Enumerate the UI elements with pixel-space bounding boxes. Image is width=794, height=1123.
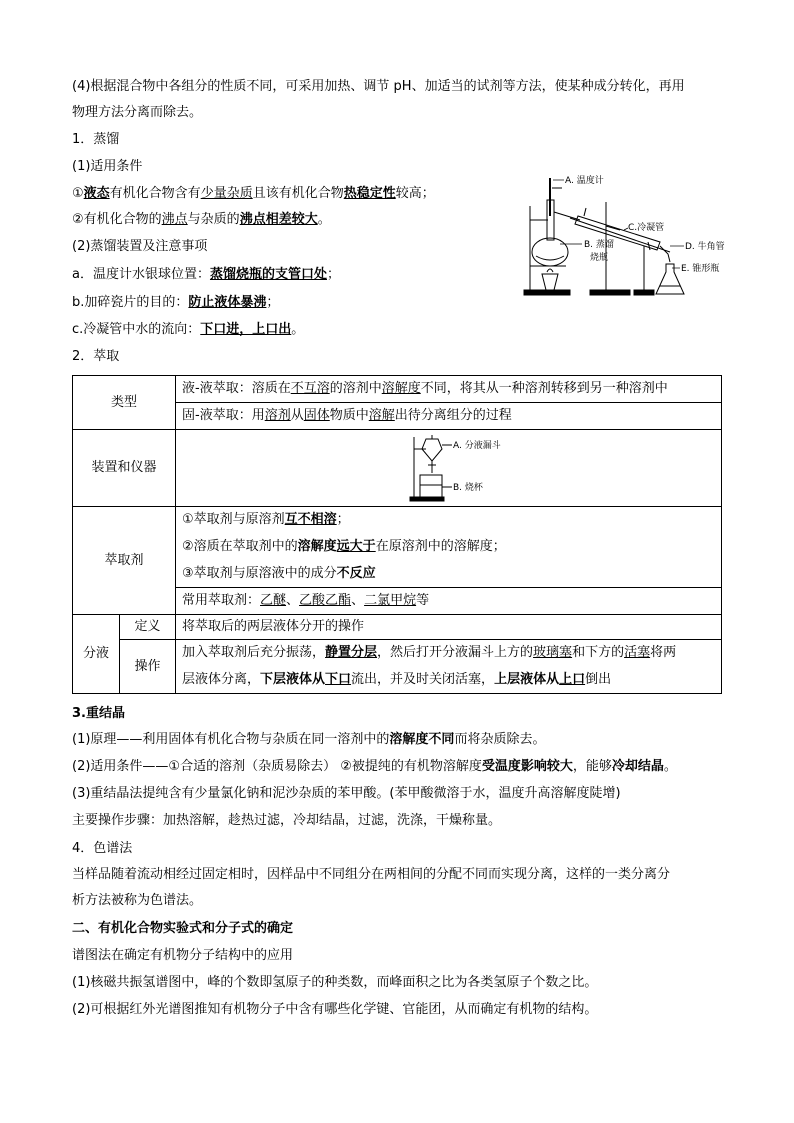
t: 热稳定性	[343, 186, 396, 201]
t: ；	[326, 267, 340, 282]
t: 。	[317, 212, 331, 227]
t: 流出，并及时关闭活塞，	[351, 671, 495, 687]
t: 上口	[559, 671, 586, 687]
t: 固-液萃取：用	[182, 408, 265, 423]
intro-line-1: (4)根据混合物中各组分的性质不同，可采用加热、调节 pH、加适当的试剂等方法，使某种成分转化，再用	[72, 79, 685, 94]
type-label: 类型	[73, 376, 176, 430]
t: 溶解	[368, 408, 395, 423]
distill-cond-1	[72, 185, 435, 203]
t: 乙醚	[260, 593, 287, 608]
recrystal-p1	[72, 731, 545, 749]
extraction-table	[72, 375, 722, 694]
chrom-heading: 4．色谱法	[72, 841, 133, 856]
distill-cond-2	[72, 211, 331, 229]
intro-line-2: 物理方法分离而除去。	[72, 105, 203, 120]
t: 将两	[650, 645, 677, 661]
distill-cond-title: (1)适用条件	[72, 159, 143, 174]
fig-label-c: C.冷凝管	[628, 223, 665, 233]
chrom-line-2: 析方法被称为色谱法。	[72, 893, 203, 908]
separatory-funnel-figure	[406, 433, 556, 503]
t: 较高；	[395, 186, 435, 201]
t: 。	[663, 759, 677, 774]
t: ，然后打开分液漏斗上方的	[377, 645, 534, 661]
t: 加入萃取剂后充分振荡，	[182, 645, 326, 661]
op-line-1	[176, 640, 722, 667]
fig-label-beaker: B. 烧杯	[453, 483, 483, 493]
t: 。	[291, 322, 305, 337]
t: 乙酸乙酯	[299, 593, 352, 608]
t: b.加碎瓷片的目的：	[72, 295, 189, 310]
distill-note-c	[72, 321, 304, 339]
t: 溶解度	[381, 381, 421, 396]
t: 有机化合物含有	[109, 186, 201, 201]
t: 蒸馏烧瓶的支管口处	[209, 267, 327, 282]
section2-p2: (2)可根据红外光谱图推知有机物分子中含有哪些化学键、官能团，从而确定有机物的结构。	[72, 1002, 598, 1017]
agent-label: 萃取剂	[73, 507, 176, 615]
t: (2)适用条件——①合适的溶剂（杂质易除去） ②被提纯的有机物溶解度	[72, 759, 482, 774]
t: 溶解度不同	[389, 732, 455, 747]
t: ①萃取剂与原溶剂	[182, 512, 285, 528]
t: 从	[290, 408, 304, 423]
t: 溶解度	[297, 539, 337, 554]
fig-label-funnel: A. 分液漏斗	[453, 441, 501, 451]
recrystal-p2	[72, 758, 677, 776]
t: ；	[266, 295, 280, 310]
t: ①	[72, 186, 84, 201]
def-label: 定义	[120, 615, 176, 640]
t: 液态	[83, 186, 110, 201]
t: 、	[351, 593, 365, 608]
t: 下口进，上口出	[200, 322, 292, 337]
t: 与杂质的	[187, 212, 240, 227]
t: 冷却结晶	[611, 759, 664, 774]
fig-label-b2: 烧瓶	[590, 253, 609, 263]
type-liquid-liquid	[176, 376, 722, 403]
t: 下层液体从	[260, 671, 326, 687]
fig-label-d: D. 牛角管	[685, 242, 725, 252]
t: 受温度影响较大	[481, 759, 573, 774]
t: 的溶剂中	[329, 381, 382, 396]
t: 和下方的	[572, 645, 625, 661]
type-solid-liquid	[176, 403, 722, 430]
recrystal-heading: 3.重结晶	[72, 706, 125, 721]
recrystal-p4: 主要操作步骤：加热溶解，趁热过滤，冷却结晶，过滤，洗涤，干燥称量。	[72, 813, 502, 828]
t: 而将杂质除去。	[454, 732, 546, 747]
t: 出待分离组分的过程	[394, 408, 512, 423]
agent-req-2	[176, 534, 722, 561]
t: 沸点相差较大	[239, 212, 318, 227]
distill-device-title: (2)蒸馏装置及注意事项	[72, 239, 208, 254]
t: a．温度计水银球位置：	[72, 267, 210, 282]
t: 防止液体暴沸	[188, 295, 267, 310]
t: 互不相溶	[284, 512, 337, 528]
section2-heading: 二、有机化合物实验式和分子式的确定	[72, 921, 294, 936]
distill-note-a	[72, 266, 340, 284]
t: 不同，将其从一种溶剂转移到另一种溶剂中	[420, 381, 668, 396]
distillation-apparatus-figure	[520, 172, 725, 298]
t: 下口	[325, 671, 352, 687]
t: 溶剂	[264, 408, 291, 423]
t: 不反应	[336, 565, 376, 581]
agent-req-1	[176, 507, 722, 534]
agent-common	[176, 588, 722, 615]
t: 层液体分离，	[182, 671, 261, 687]
op-line-2	[176, 667, 722, 694]
t: 不互溶	[290, 381, 330, 396]
distill-note-b	[72, 294, 279, 312]
t: 在原溶剂中的溶解度；	[375, 539, 506, 554]
t: ；	[336, 512, 350, 528]
distill-heading: 1．蒸馏	[72, 132, 120, 147]
t: ②有机化合物的	[72, 212, 162, 227]
fig-label-e: E. 锥形瓶	[681, 264, 720, 274]
t: ③萃取剂与原溶液中的成分	[182, 565, 337, 581]
t: 玻璃塞	[533, 645, 573, 661]
def-text: 将萃取后的两层液体分开的操作	[176, 615, 722, 640]
t: 沸点	[161, 212, 188, 227]
t: 固体	[303, 408, 330, 423]
t: 等	[416, 593, 430, 608]
t: 上层液体从	[494, 671, 560, 687]
agent-req-3	[176, 561, 722, 588]
t: 远大于	[336, 539, 376, 554]
device-label: 装置和仪器	[73, 430, 176, 507]
recrystal-p3: (3)重结晶法提纯含有少量氯化钠和泥沙杂质的苯甲酸。(苯甲酸微溶于水，温度升高溶解度陡增)	[72, 786, 621, 801]
t: 倒出	[585, 671, 612, 687]
fig-label-a: A. 温度计	[565, 176, 604, 186]
chrom-line-1: 当样品随着流动相经过固定相时，因样品中不同组分在两相间的分配不同而实现分离，这样的一类分离分	[72, 867, 671, 882]
extract-heading: 2．萃取	[72, 349, 120, 364]
t: 物质中	[329, 408, 369, 423]
t: 活塞	[624, 645, 651, 661]
fig-label-b1: B. 蒸馏	[584, 240, 614, 250]
t: 且该有机化合物	[252, 186, 344, 201]
sep-label: 分液	[73, 615, 120, 694]
op-label: 操作	[120, 640, 176, 694]
t: 液-液萃取：溶质在	[182, 381, 291, 396]
t: ②溶质在萃取剂中的	[182, 539, 298, 554]
section2-sub: 谱图法在确定有机物分子结构中的应用	[72, 948, 294, 963]
t: 二氯甲烷	[364, 593, 417, 608]
t: 少量杂质	[200, 186, 253, 201]
t: 常用萃取剂：	[182, 593, 261, 608]
t: c.冷凝管中水的流向：	[72, 322, 201, 337]
section2-p1: (1)核磁共振氢谱图中，峰的个数即氢原子的种类数，而峰面积之比为各类氢原子个数之比。	[72, 975, 598, 990]
t: ，能够	[572, 759, 612, 774]
t: 、	[286, 593, 300, 608]
device-figure-cell	[176, 430, 722, 507]
t: 静置分层	[325, 645, 378, 661]
t: (1)原理——利用固体有机化合物与杂质在同一溶剂中的	[72, 732, 390, 747]
